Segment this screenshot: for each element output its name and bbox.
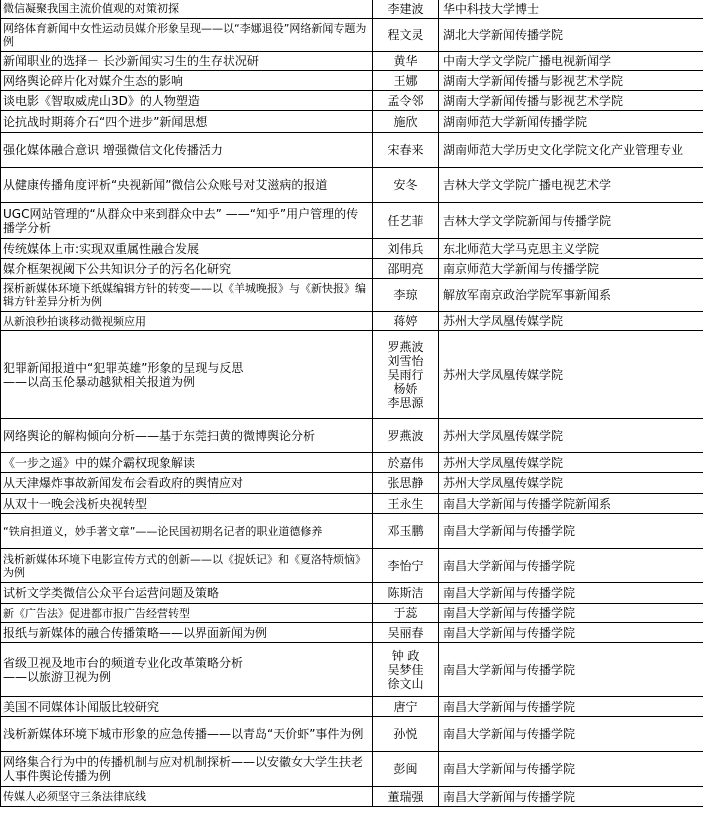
- paper-title-cell: 探析新媒体环境下纸媒编辑方针的转变——以《羊城晚报》与《新快报》编辑方针差异分析为例: [1, 279, 373, 312]
- institution-cell: 南昌大学新闻与传播学院: [439, 752, 703, 787]
- institution-cell: 苏州大学凤凰传媒学院: [439, 453, 703, 473]
- paper-title-cell: 犯罪新闻报道中“犯罪英雄”形象的呈现与反思 ——以高玉伦暴动越狱相关报道为例: [1, 331, 373, 419]
- institution-cell: 南昌大学新闻与传播学院: [439, 604, 703, 623]
- table-row: [1, 514, 703, 549]
- author-cell: 施欣: [373, 111, 439, 133]
- institution-cell: 南昌大学新闻与传播学院: [439, 549, 703, 583]
- paper-title-cell: 传媒人必须坚守三条法律底线: [1, 787, 373, 807]
- table-row: [1, 549, 703, 583]
- author-cell: 吴丽春: [373, 623, 439, 643]
- author-cell: 董瑞强: [373, 787, 439, 807]
- institution-cell: 南昌大学新闻与传播学院: [439, 787, 703, 807]
- author-cell: 于蕊: [373, 604, 439, 623]
- paper-title-cell: 浅析新媒体环境下城市形象的应急传播——以青岛“天价虾”事件为例: [1, 717, 373, 752]
- author-cell: 李建波: [373, 0, 439, 19]
- institution-cell: 南昌大学新闻与传播学院新闻系: [439, 494, 703, 514]
- institution-cell: 苏州大学凤凰传媒学院: [439, 312, 703, 331]
- institution-cell: 南京师范大学新闻与传播学院: [439, 259, 703, 279]
- paper-title-cell: 新《广告法》促进都市报广告经营转型: [1, 604, 373, 623]
- paper-title-cell: 新闻职业的选择－ 长沙新闻实习生的生存状况研: [1, 52, 373, 71]
- table-row: [1, 623, 703, 643]
- institution-cell: 解放军南京政治学院军事新闻系: [439, 279, 703, 312]
- institution-cell: 苏州大学凤凰传媒学院: [439, 473, 703, 494]
- author-cell: 邓玉鹏: [373, 514, 439, 549]
- table-row: [1, 473, 703, 494]
- table-row: [1, 697, 703, 717]
- paper-title-cell: 网络舆论的解构倾向分析——基于东莞扫黄的微博舆论分析: [1, 419, 373, 453]
- institution-cell: 苏州大学凤凰传媒学院: [439, 331, 703, 419]
- institution-cell: 东北师范大学马克思主义学院: [439, 239, 703, 259]
- paper-title-cell: “铁肩担道义，妙手著文章”——论民国初期名记者的职业道德修养: [1, 514, 373, 549]
- author-cell: 宋春来: [373, 133, 439, 168]
- author-cell: 任艺菲: [373, 203, 439, 239]
- paper-title-cell: 网络体育新闻中女性运动员媒介形象呈现——以“李娜退役”网络新闻专题为例: [1, 19, 373, 52]
- author-cell: 刘伟兵: [373, 239, 439, 259]
- paper-title-cell: 谈电影《智取威虎山3D》的人物塑造: [1, 91, 373, 111]
- author-cell: 唐宁: [373, 697, 439, 717]
- table-row: [1, 19, 703, 52]
- table-row: [1, 752, 703, 787]
- author-cell: 钟 政 吴梦佳 徐文山: [373, 643, 439, 697]
- institution-cell: 南昌大学新闻与传播学院: [439, 514, 703, 549]
- table-row: [1, 419, 703, 453]
- author-cell: 罗燕波 刘雪怡 吴雨行 杨娇 李思源: [373, 331, 439, 419]
- table-row: [1, 279, 703, 312]
- paper-title-cell: 报纸与新媒体的融合传播策略——以界面新闻为例: [1, 623, 373, 643]
- paper-title-cell: 传统媒体上市:实现双重属性融合发展: [1, 239, 373, 259]
- author-cell: 孙悦: [373, 717, 439, 752]
- author-cell: 於嘉伟: [373, 453, 439, 473]
- author-cell: 孟令邻: [373, 91, 439, 111]
- table-row: [1, 133, 703, 168]
- institution-cell: 南昌大学新闻与传播学院: [439, 623, 703, 643]
- table-row: [1, 0, 703, 19]
- paper-title-cell: UGC网站管理的“从群众中来到群众中去” ——“知乎”用户管理的传播学分析: [1, 203, 373, 239]
- institution-cell: 苏州大学凤凰传媒学院: [439, 419, 703, 453]
- institution-cell: 湖南师范大学历史文化学院文化产业管理专业: [439, 133, 703, 168]
- paper-title-cell: 从双十一晚会浅析央视转型: [1, 494, 373, 514]
- paper-title-cell: 从新浪秒拍谈移动微视频应用: [1, 312, 373, 331]
- table-row: [1, 168, 703, 203]
- author-cell: 罗燕波: [373, 419, 439, 453]
- institution-cell: 南昌大学新闻与传播学院: [439, 717, 703, 752]
- table-row: [1, 717, 703, 752]
- author-cell: 陈斯洁: [373, 583, 439, 604]
- table-row: [1, 91, 703, 111]
- institution-cell: 湖南师范大学新闻传播学院: [439, 111, 703, 133]
- table-row: [1, 71, 703, 91]
- institution-cell: 湖北大学新闻传播学院: [439, 19, 703, 52]
- author-cell: 蒋婷: [373, 312, 439, 331]
- paper-title-cell: 网络舆论碎片化对媒介生态的影响: [1, 71, 373, 91]
- paper-title-cell: 美国不同媒体讣闻版比较研究: [1, 697, 373, 717]
- paper-title-cell: 浅析新媒体环境下电影宣传方式的创新——以《捉妖记》和《夏洛特烦恼》为例: [1, 549, 373, 583]
- paper-title-cell: 媒介框架视阈下公共知识分子的污名化研究: [1, 259, 373, 279]
- paper-title-cell: 从健康传播角度评析“央视新闻”微信公众账号对艾滋病的报道: [1, 168, 373, 203]
- author-cell: 张思静: [373, 473, 439, 494]
- author-cell: 李怡宁: [373, 549, 439, 583]
- institution-cell: 南昌大学新闻与传播学院: [439, 583, 703, 604]
- institution-cell: 华中科技大学博士: [439, 0, 703, 19]
- table-row: [1, 494, 703, 514]
- institution-cell: 中南大学文学院广播电视新闻学: [439, 52, 703, 71]
- paper-title-cell: 网络集合行为中的传播机制与应对机制探析——以安徽女大学生扶老人事件舆论传播为例: [1, 752, 373, 787]
- table-row: [1, 453, 703, 473]
- author-cell: 王永生: [373, 494, 439, 514]
- paper-title-cell: 《一步之遥》中的媒介霸权现象解读: [1, 453, 373, 473]
- institution-cell: 湖南大学新闻传播与影视艺术学院: [439, 71, 703, 91]
- paper-title-cell: 微信凝聚我国主流价值观的对策初探: [1, 0, 373, 19]
- paper-title-cell: 论抗战时期蒋介石“四个进步”新闻思想: [1, 111, 373, 133]
- table-row: [1, 604, 703, 623]
- institution-cell: 湖南大学新闻传播与影视艺术学院: [439, 91, 703, 111]
- author-cell: 邵明亮: [373, 259, 439, 279]
- table-row: [1, 331, 703, 419]
- author-cell: 黄华: [373, 52, 439, 71]
- table-row: [1, 312, 703, 331]
- paper-title-cell: 强化媒体融合意识 增强微信文化传播活力: [1, 133, 373, 168]
- institution-cell: 吉林大学文学院广播电视艺术学: [439, 168, 703, 203]
- paper-list-body: [1, 0, 703, 807]
- paper-title-cell: 试析文学类微信公众平台运营问题及策略: [1, 583, 373, 604]
- table-row: [1, 643, 703, 697]
- table-row: [1, 239, 703, 259]
- table-row: [1, 259, 703, 279]
- author-cell: 彭闽: [373, 752, 439, 787]
- institution-cell: 南昌大学新闻与传播学院: [439, 643, 703, 697]
- table-row: [1, 52, 703, 71]
- table-row: [1, 203, 703, 239]
- table-row: [1, 583, 703, 604]
- author-cell: 程文灵: [373, 19, 439, 52]
- table-row: [1, 111, 703, 133]
- paper-title-cell: 省级卫视及地市台的频道专业化改革策略分析 ——以旅游卫视为例: [1, 643, 373, 697]
- paper-title-cell: 从天津爆炸事故新闻发布会看政府的舆情应对: [1, 473, 373, 494]
- table-row: [1, 787, 703, 807]
- author-cell: 李琼: [373, 279, 439, 312]
- institution-cell: 南昌大学新闻与传播学院: [439, 697, 703, 717]
- institution-cell: 吉林大学文学院新闻与传播学院: [439, 203, 703, 239]
- author-cell: 安冬: [373, 168, 439, 203]
- author-cell: 王娜: [373, 71, 439, 91]
